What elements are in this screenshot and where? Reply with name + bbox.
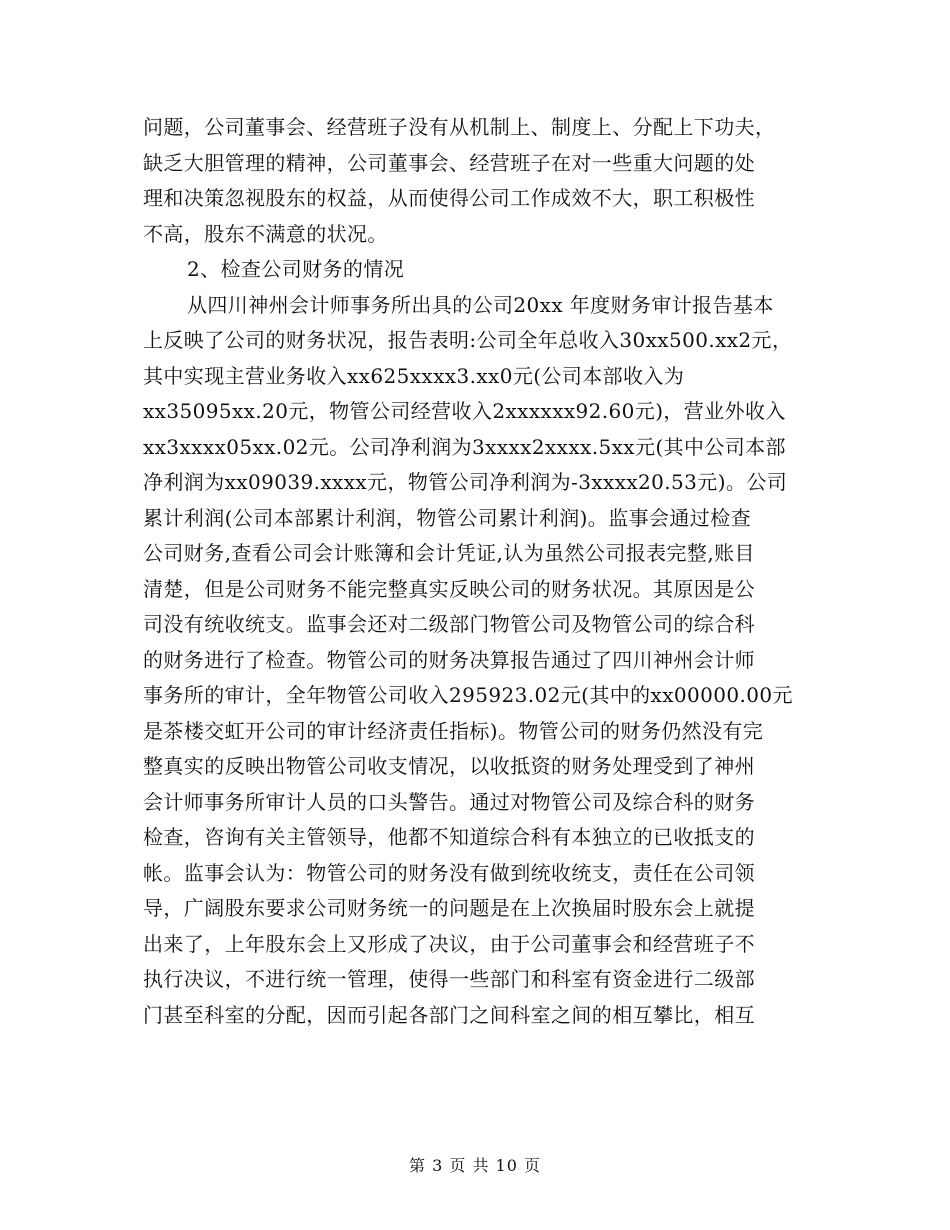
text-line: 出来了，上年股东会上又形成了决议，由于公司董事会和经营班子不: [143, 931, 755, 956]
section-heading: 2、检查公司财务的情况: [187, 257, 405, 281]
text-line: 累计利润(公司本部累计利润，物管公司累计利润)。监事会通过检查: [143, 505, 752, 530]
text-line: 问题，公司董事会、经营班子没有从机制上、制度上、分配上下功夫，: [143, 115, 776, 139]
text-line: 净利润为xx09039.xxxx元，物管公司净利润为-3xxxx20.53元)。公司: [143, 470, 788, 494]
text-line: 从四川神州会计师事务所出具的公司20xx 年度财务审计报告基本: [187, 292, 774, 317]
text-line: 缺乏大胆管理的精神，公司董事会、经营班子在对一些重大问题的处: [143, 150, 755, 175]
text-line: 其中实现主营业务收入xx625xxxx3.xx0元(公司本部收入为: [143, 363, 685, 388]
text-line: 司没有统收统支。监事会还对二级部门物管公司及物管公司的综合科: [143, 612, 755, 636]
text-line: 门甚至科室的分配，因而引起各部门之间科室之间的相互攀比，相互: [143, 1002, 755, 1027]
text-line: 清楚，但是公司财务不能完整真实反映公司的财务状况。其原因是公: [143, 576, 755, 601]
page-number-footer: 第 3 页 共 10 页: [409, 1156, 541, 1175]
text-line: 整真实的反映出物管公司收支情况，以收抵资的财务处理受到了神州: [143, 754, 755, 778]
document-body: [143, 110, 815, 1033]
text-line: 事务所的审计，全年物管公司收入295923.02元(其中的xx00000.00元: [143, 683, 793, 707]
text-line: 检查，咨询有关主管领导，他都不知道综合科有本独立的已收抵支的: [143, 825, 755, 849]
text-line: 会计师事务所审计人员的口头警告。通过对物管公司及综合科的财务: [143, 789, 755, 814]
text-line: 的财务进行了检查。物管公司的财务决算报告通过了四川神州会计师: [143, 647, 755, 672]
text-line: 不高，股东不满意的状况。: [143, 221, 388, 246]
text-line: 是茶楼交虹开公司的审计经济责任指标)。物管公司的财务仍然没有完: [143, 718, 764, 743]
text-line: 导，广阔股东要求公司财务统一的问题是在上次换届时股东会上就提: [143, 896, 755, 920]
text-line: 理和决策忽视股东的权益，从而使得公司工作成效不大，职工积极性: [143, 186, 755, 210]
text-line: 公司财务,查看公司会计账簿和会计凭证,认为虽然公司报表完整,账目: [143, 541, 755, 565]
text-line: 上反映了公司的财务状况，报告表明:公司全年总收入30xx500.xx2元，: [143, 328, 793, 352]
text-line: xx3xxxx05xx.02元。公司净利润为3xxxx2xxxx.5xx元(其中公司本部: [143, 434, 786, 459]
text-line: 帐。监事会认为：物管公司的财务没有做到统收统支，责任在公司领: [143, 860, 755, 885]
text-line: xx35095xx.20元，物管公司经营收入2xxxxxx92.60元)，营业外收入: [143, 399, 786, 423]
text-line: 执行决议，不进行统一管理，使得一些部门和科室有资金进行二级部: [143, 967, 755, 991]
